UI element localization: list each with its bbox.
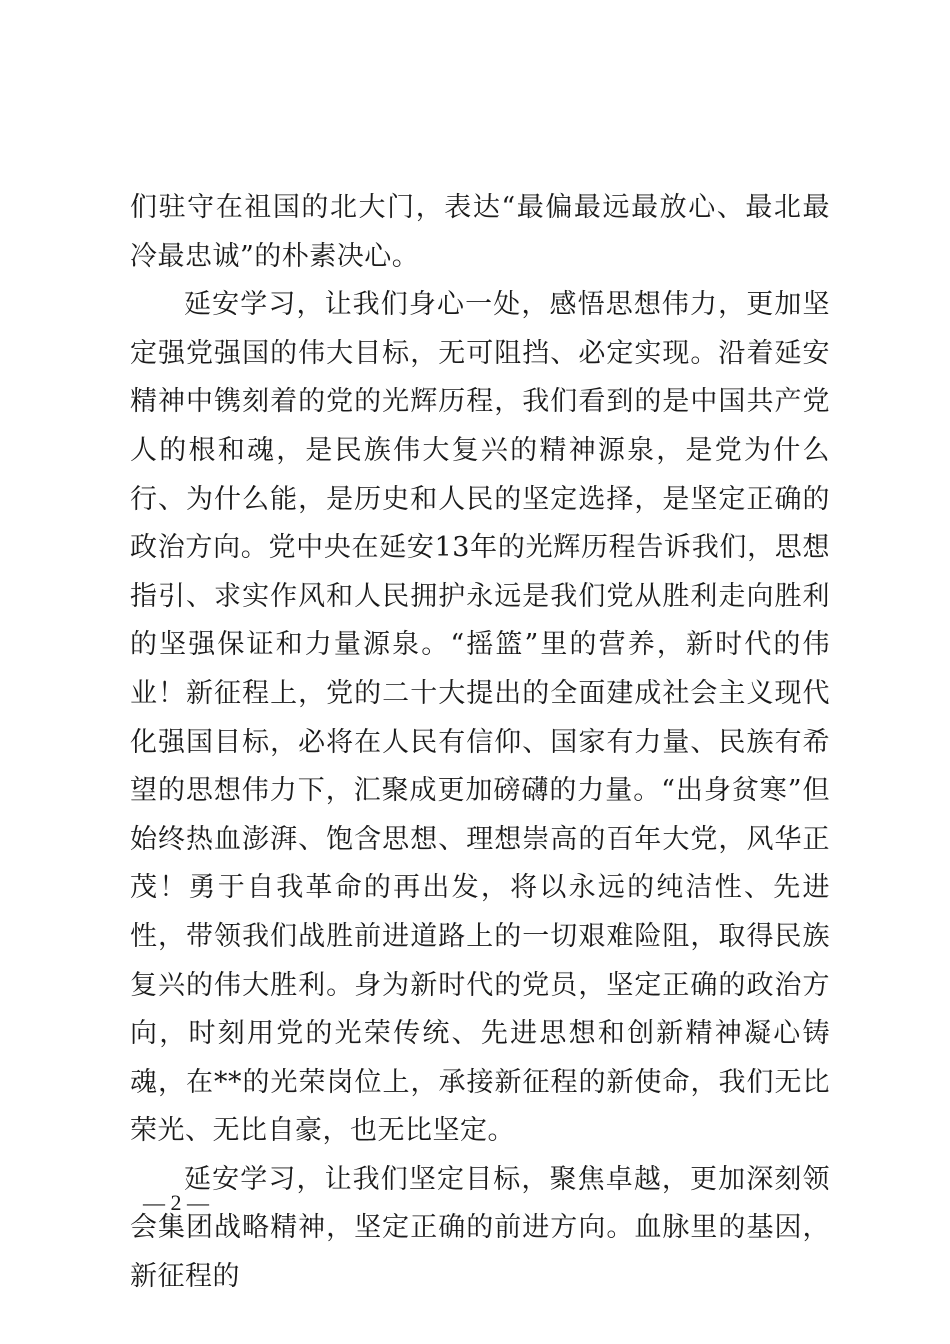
document-body — [130, 184, 830, 1302]
paragraph-2: 延安学习，让我们身心一处，感悟思想伟力，更加坚定强党强国的伟大目标，无可阻挡、必定实现。沿着延安精神中镌刻着的党的光辉历程，我们看到的是中国共产党人的根和魂，是民族伟大复兴的精神源泉，是党为什么行、为什么能，是历史和人民的坚定选择，是坚定正确的政治方向。党中央在延安13年的光辉历程告诉我们，思想指引、求实作风和人民拥护永远是我们党从胜利走向胜利的坚强保证和力量源泉。“摇篮”里的营养，新时代的伟业！新征程上，党的二十大提出的全面建成社会主义现代化强国目标，必将在人民有信仰、国家有力量、民族有希望的思想伟力下，汇聚成更加磅礴的力量。“出身贫寒”但始终热血澎湃、饱含思想、理想崇高的百年大党，风华正茂！勇于自我革命的再出发，将以永远的纯洁性、先进性，带领我们战胜前进道路上的一切艰难险阻，取得民族复兴的伟大胜利。身为新时代的党员，坚定正确的政治方向，时刻用党的光荣传统、先进思想和创新精神凝心铸魂，在**的光荣岗位上，承接新征程的新使命，我们无比荣光、无比自豪，也无比坚定。 — [130, 289, 830, 1147]
paragraph-3: 延安学习，让我们坚定目标，聚焦卓越，更加深刻领会集团战略精神，坚定正确的前进方向。血脉里的基因，新征程的 — [130, 1163, 830, 1293]
paragraph-1: 们驻守在祖国的北大门，表达“最偏最远最放心、最北最冷最忠诚”的朴素决心。 — [130, 192, 830, 272]
page-number: — 2 — — [143, 1190, 209, 1215]
